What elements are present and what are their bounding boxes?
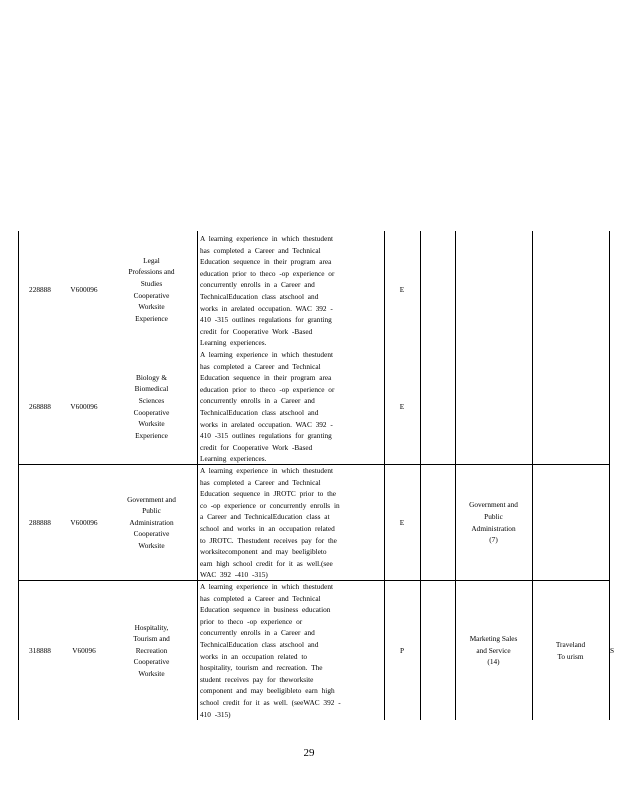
course-id: V600096 [70, 284, 98, 294]
course-description: A learning experience in which thestudent has completed a Career and Technical Education sequence in business education prior to theco -op experience or concurrently enrolls in a Career and TechnicalEducation class atschool and works in an occupation related to hospitality, tourism and recreation. The student receives pay for theworksite component and may beeligibleto earn high school credit for it as well. (seeWAC 392 - 410 -315) [200, 582, 341, 719]
course-description: A learning experience in which thestudent has completed a Career and Technical Education sequence in JROTC prior to the co -op experience or concurrently enrolls in a Career and TechnicalEducation class at school and works in an occupation related to JROTC. Thestudent receives pay for the worksitecomponent and may beeligibleto earn high school credit for it as well.(see WAC 392 -410 -315) [200, 466, 340, 580]
page-number: 29 [303, 747, 315, 759]
course-id: V600096 [70, 401, 98, 411]
course-title: Legal Professions and Studies Cooperative Worksite Experience [128, 255, 175, 323]
course-code: 228888 [29, 284, 51, 294]
course-description: A learning experience in which thestudent has completed a Career and Technical Education sequence in their program area education prior to theco -op experience or concurrently enrolls in a Career and TechnicalEducation class atschool and works in arelated occupation. WAC 392 - 410 -315 outlines regulations for granting credit for Cooperative Work -Based Learning experiences. [200, 350, 335, 464]
course-type: E [399, 284, 405, 294]
course-title: Hospitality, Tourism and Recreation Cooperative Worksite [133, 622, 170, 678]
course-code: 318888 [29, 645, 51, 655]
course-title: Government and Public Administration Cooperative Worksite [127, 494, 176, 550]
career-cluster: Traveland To urism [555, 639, 586, 661]
career-pathway: Marketing Sales and Service (14) [469, 634, 518, 667]
truncated-cell-text: S [610, 645, 615, 655]
course-code: 288888 [29, 517, 51, 527]
career-pathway: Government and Public Administration (7) [469, 500, 518, 545]
course-id: V600096 [70, 517, 98, 527]
course-title: Biology & Biomedical Sciences Cooperative Worksite Experience [133, 372, 170, 440]
course-type: P [399, 645, 405, 655]
course-code: 268888 [29, 401, 51, 411]
table-column-divider [197, 231, 198, 720]
course-description: A learning experience in which thestudent has completed a Career and Technical Education sequence in their program area education prior to theco -op experience or concurrently enrolls in a Career and TechnicalEducation class atschool and works in arelated occupation. WAC 392 - 410 -315 outlines regulations for granting credit for Cooperative Work -Based Learning experiences. [200, 234, 335, 348]
course-type: E [399, 517, 405, 527]
course-id: V60096 [72, 645, 96, 655]
table-column-divider [420, 231, 421, 720]
course-type: E [399, 401, 405, 411]
